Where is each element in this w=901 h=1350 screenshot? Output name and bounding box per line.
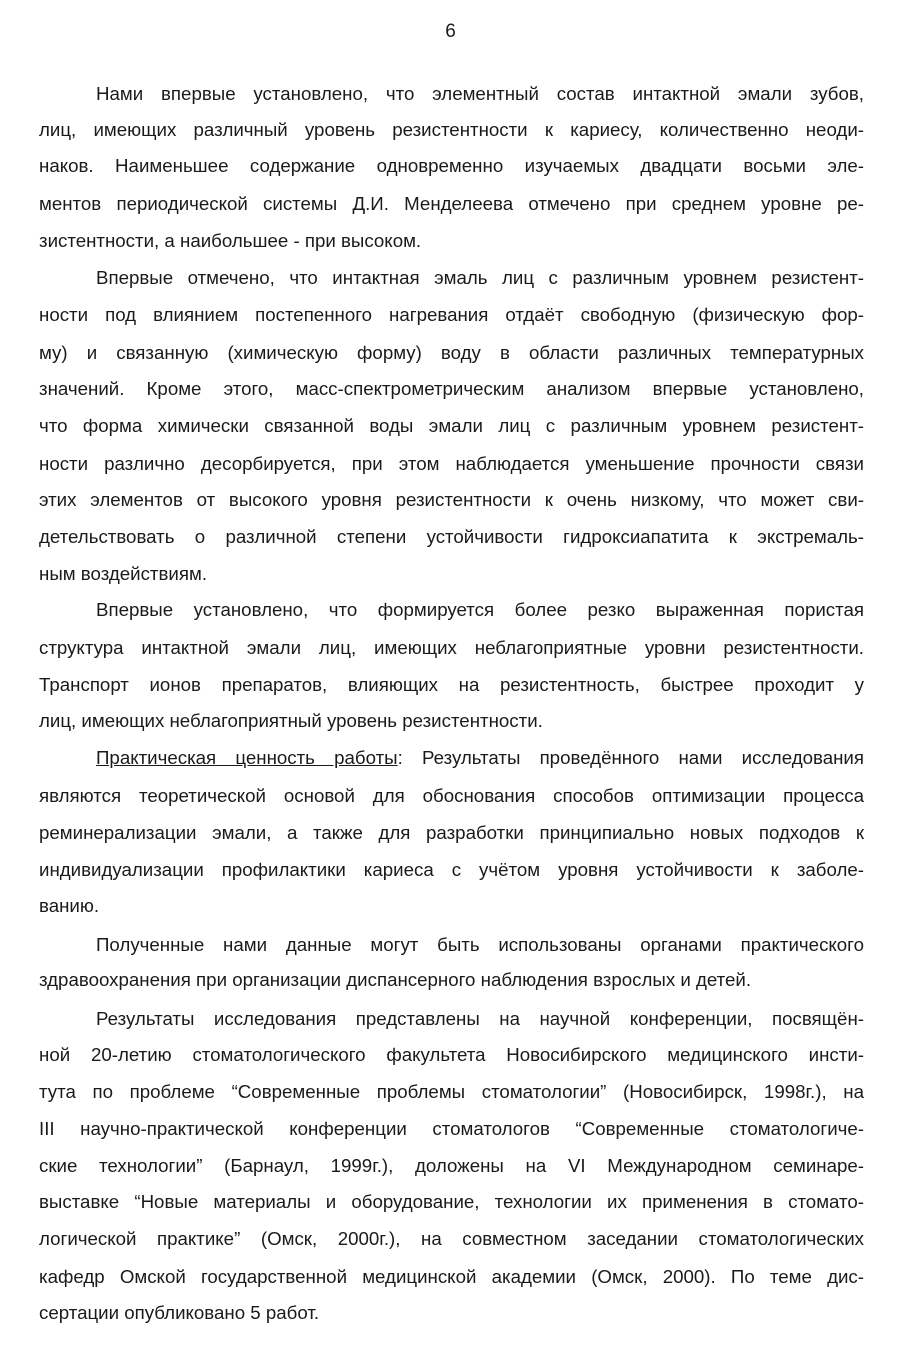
paragraph-3-line-1: Впервые установлено, что формируется более резко выраженная пористая (96, 599, 864, 620)
paragraph-4-line-1 (96, 746, 864, 770)
paragraph-2-line-3: му) и связанную (химическую форму) воду в области различных температурных (39, 342, 864, 363)
paragraph-1-line-4: ментов периодической системы Д.И. Менделеева отмечено при среднем уровне ре- (39, 193, 864, 214)
paragraph-2-line-7: этих элементов от высокого уровня резистентности к очень низкому, что может сви- (39, 489, 864, 510)
paragraph-2-line-1: Впервые отмечено, что интактная эмаль лиц с различным уровнем резистент- (96, 267, 864, 288)
paragraph-3-line-4: лиц, имеющих неблагоприятный уровень резистентности. (39, 710, 543, 731)
paragraph-2-line-5: что форма химически связанной воды эмали лиц с различным уровнем резистент- (39, 415, 864, 436)
paragraph-5-line-1: Полученные нами данные могут быть использованы органами практического (96, 934, 864, 955)
paragraph-6-line-7: логической практике” (Омск, 2000г.), на совместном заседании стоматологических (39, 1228, 864, 1249)
paragraph-2-line-4: значений. Кроме этого, масс-спектрометрическим анализом впервые установлено, (39, 378, 864, 399)
paragraph-2-line-2: ности под влиянием постепенного нагревания отдаёт свободную (физическую фор- (39, 304, 864, 325)
paragraph-6-line-9: сертации опубликовано 5 работ. (39, 1302, 320, 1323)
paragraph-6-line-8: кафедр Омской государственной медицинской академии (Омск, 2000). По теме дис- (39, 1266, 864, 1287)
paragraph-6-line-5: ские технологии” (Барнаул, 1999г.), доложены на VI Международном семинаре- (39, 1155, 864, 1176)
paragraph-4-line-5: ванию. (39, 895, 100, 916)
paragraph-5-line-2: здравоохранения при организации диспансерного наблюдения взрослых и детей. (39, 969, 752, 990)
paragraph-2-line-8: детельствовать о различной степени устойчивости гидроксиапатита к экстремаль- (39, 526, 864, 547)
paragraph-6-line-4: III научно-практической конференции стоматологов “Современные стоматологиче- (39, 1118, 864, 1139)
paragraph-3-line-2: структура интактной эмали лиц, имеющих неблагоприятные уровни резистентности. (39, 637, 864, 658)
paragraph-4-line-1-rest: : Результаты проведённого нами исследования (397, 747, 864, 768)
paragraph-6-line-3: тута по проблеме “Современные проблемы стоматологии” (Новосибирск, 1998г.), на (39, 1081, 864, 1102)
paragraph-4-line-3: реминерализации эмали, а также для разработки принципиально новых подходов к (39, 822, 864, 843)
paragraph-4-line-4: индивидуализации профилактики кариеса с учётом уровня устойчивости к заболе- (39, 859, 864, 880)
paragraph-6-line-2: ной 20-летию стоматологического факультета Новосибирского медицинского инсти- (39, 1044, 864, 1065)
paragraph-1-line-3: наков. Наименьшее содержание одновременно изучаемых двадцати восьми эле- (39, 155, 864, 176)
page-number: 6 (445, 21, 456, 42)
paragraph-2-line-6: ности различно десорбируется, при этом наблюдается уменьшение прочности связи (39, 453, 864, 474)
practical-value-heading: Практическая ценность работы (96, 747, 398, 768)
paragraph-6-line-6: выставке “Новые материалы и оборудование, технологии их применения в стомато- (39, 1191, 864, 1212)
paragraph-1-line-2: лиц, имеющих различный уровень резистентности к кариесу, количественно неоди- (39, 119, 864, 140)
paragraph-3-line-3: Транспорт ионов препаратов, влияющих на резистентность, быстрее проходит у (39, 674, 864, 695)
paragraph-1-line-5: зистентности, а наибольшее - при высоком. (39, 230, 422, 251)
paragraph-6-line-1: Результаты исследования представлены на научной конференции, посвящён- (96, 1008, 864, 1029)
paragraph-2-line-9: ным воздействиям. (39, 563, 208, 584)
paragraph-4-line-2: являются теоретической основой для обоснования способов оптимизации процесса (39, 785, 864, 806)
paragraph-1-line-1: Нами впервые установлено, что элементный состав интактной эмали зубов, (96, 83, 864, 104)
